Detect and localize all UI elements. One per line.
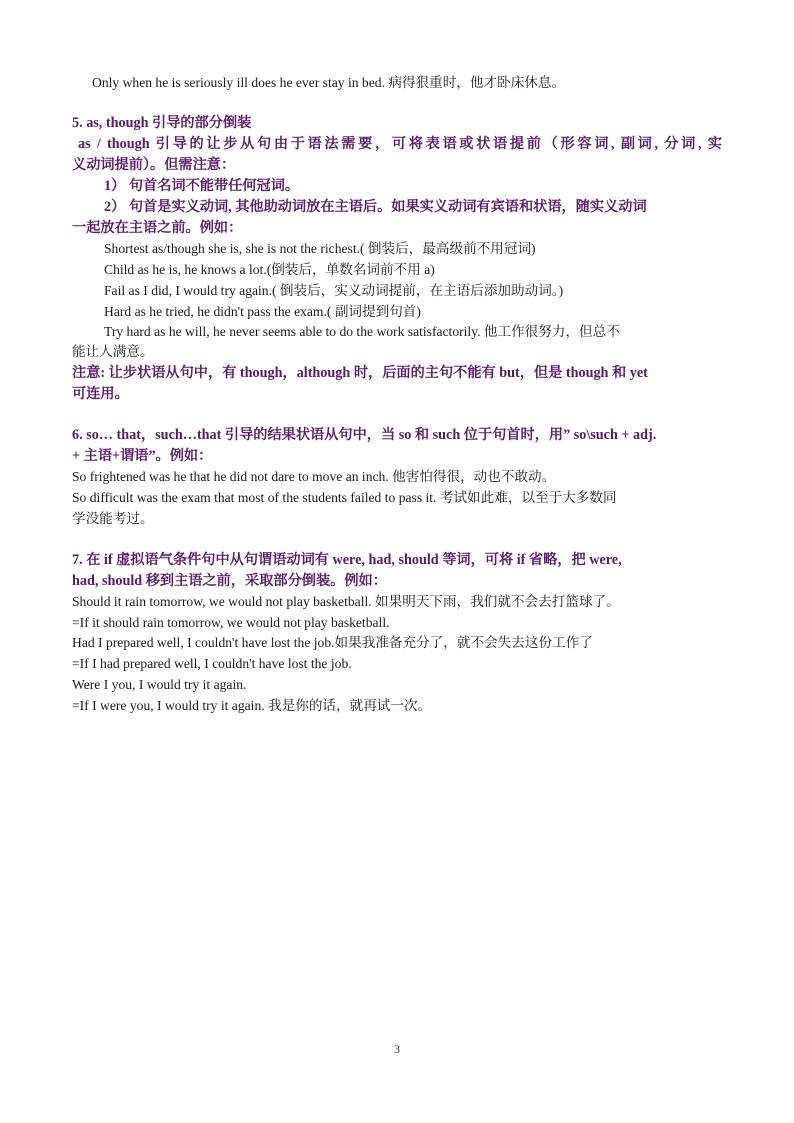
example-sentence: =If it should rain tomorrow, we would not play basketball. [72, 615, 390, 630]
section-7-heading-cont: had, should 移到主语之前，采取部分倒装。例如： [72, 573, 387, 589]
section-5-intro-cont: 义动词提前）。但需注意： [72, 157, 236, 173]
page-number: 3 [394, 1042, 400, 1056]
section-5-note-2: 2） 句首是实义动词, 其他助动词放在主语后。如果实义动词有宾语和状语，随实义动词 [104, 199, 647, 215]
example-sentence: So frightened was he that he did not dare to move an inch. 他害怕得很，动也不敢动。 [72, 469, 556, 484]
section-7-heading: 7. 在 if 虚拟语气条件句中从句谓语动词有 were, had, should 等词，可将 if 省略，把 were, [72, 552, 622, 568]
section-6-heading: 6. so… that，such…that 引导的结果状语从句中，当 so 和 such 位于句首时，用” so\such + adj. [72, 427, 657, 443]
example-sentence: =If I were you, I would try it again. 我是你的话，就再试一次。 [72, 698, 432, 713]
example-sentence: Hard as he tried, he didn't pass the exam.( 副词提到句首) [104, 304, 421, 319]
section-5-caution: 注意: 让步状语从句中，有 though，although 时，后面的主句不能有 but，但是 though 和 yet [72, 365, 648, 381]
text-line: Only when he is seriously ill does he ever stay in bed. 病得狠重时，他才卧床休息。 [92, 75, 566, 90]
section-5-intro: as / though 引导的让步从句由于语法需要，可将表语或状语提前（形容词, 副词, 分词, 实 [78, 136, 722, 152]
example-sentence-cont: 能让人满意。 [72, 344, 154, 359]
example-sentence: =If I had prepared well, I couldn't have lost the job. [72, 656, 352, 671]
example-sentence: Fail as I did, I would try again.( 倒装后，实义动词提前，在主语后添加助动词。) [104, 283, 564, 298]
section-5-heading: 5. as, though 引导的部分倒装 [72, 115, 252, 131]
example-sentence: Try hard as he will, he never seems able to do the work satisfactorily. 他工作很努力，但总不 [104, 324, 620, 339]
example-sentence-cont: 学没能考过。 [72, 511, 154, 526]
section-5-note-1: 1） 句首名词不能带任何冠词。 [104, 178, 300, 194]
example-sentence: Should it rain tomorrow, we would not play basketball. 如果明天下雨，我们就不会去打篮球了。 [72, 594, 620, 609]
section-5-caution-cont: 可连用。 [72, 386, 129, 402]
example-sentence: So difficult was the exam that most of the students failed to pass it. 考试如此难，以至于大多数同 [72, 490, 617, 505]
example-sentence: Shortest as/though she is, she is not the richest.( 倒装后，最高级前不用冠词) [104, 241, 536, 256]
section-6-heading-cont: + 主语+谓语”。例如： [72, 448, 213, 464]
example-sentence: Child as he is, he knows a lot.(倒装后，单数名词前不用 a) [104, 262, 435, 277]
section-5-note-2-cont: 一起放在主语之前。例如： [72, 220, 243, 236]
example-sentence: Were I you, I would try it again. [72, 677, 247, 692]
example-sentence: Had I prepared well, I couldn't have lost the job.如果我准备充分了，就不会失去这份工作了 [72, 635, 593, 650]
